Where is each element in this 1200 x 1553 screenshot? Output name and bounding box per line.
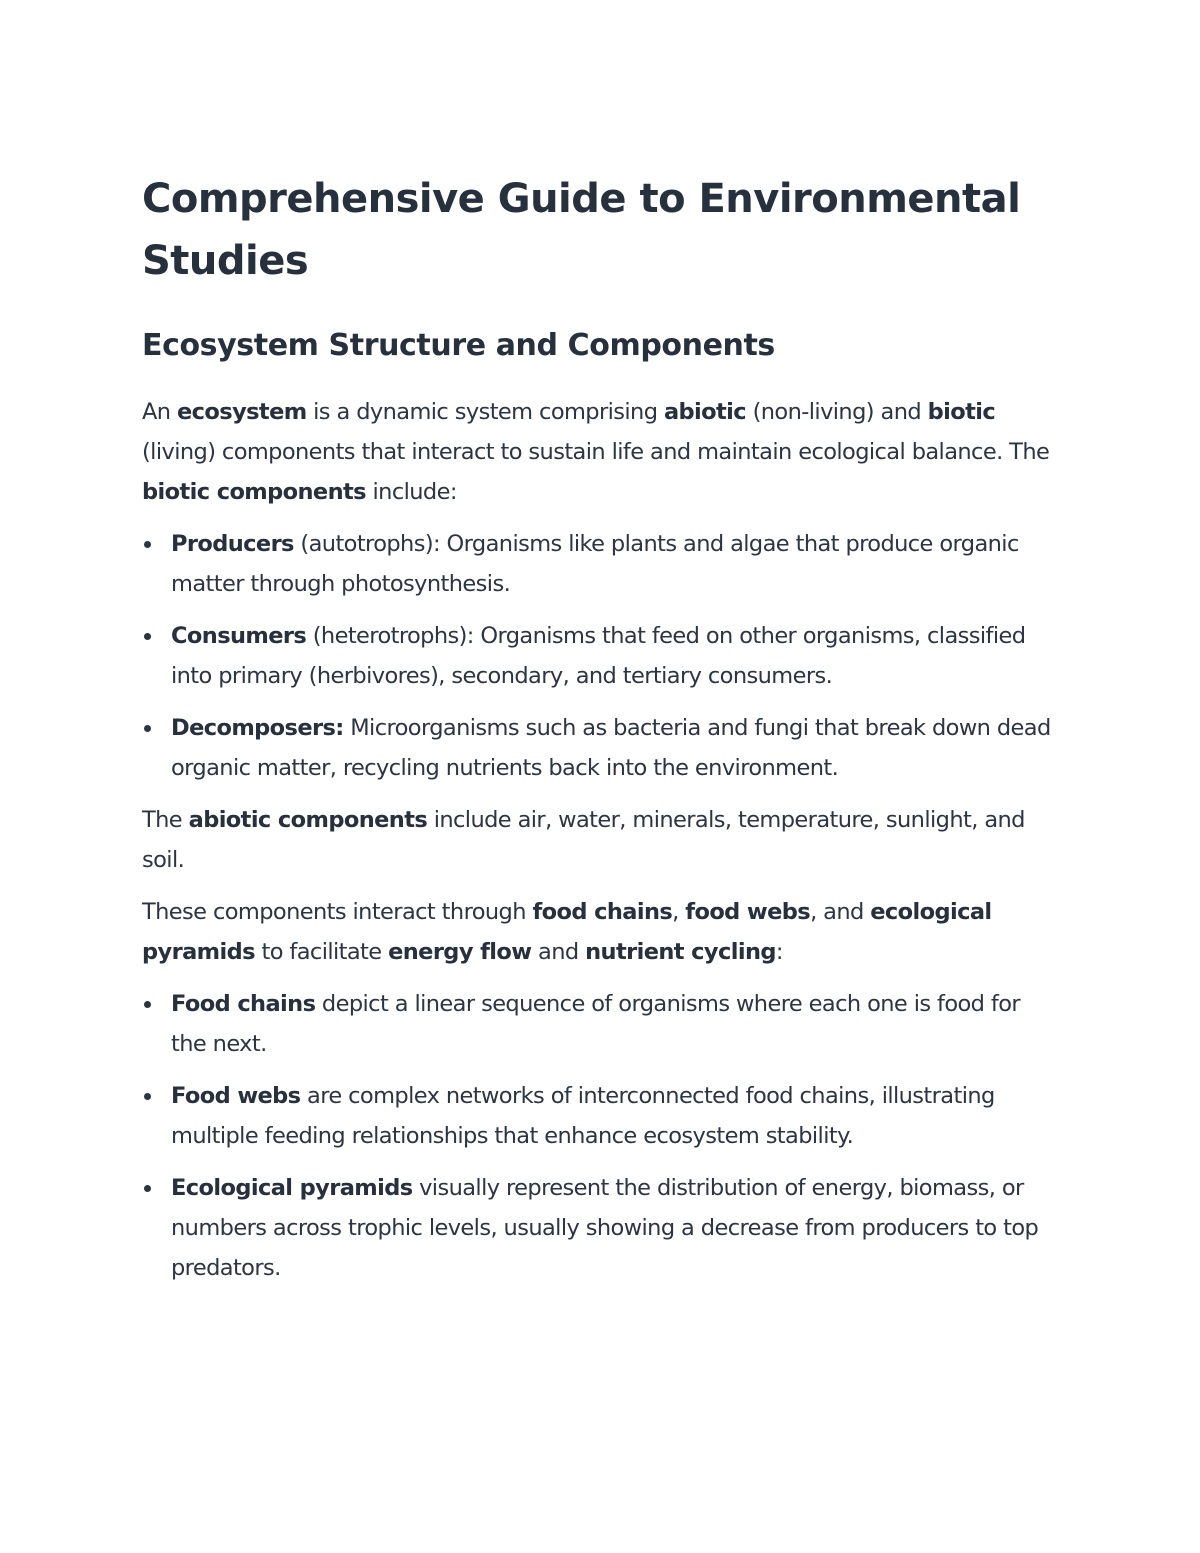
page-title: Comprehensive Guide to Environmental Studies bbox=[142, 176, 1021, 284]
list-item-text: Microorganisms such as bacteria and fungi that break down dead organic matter, recycling nutrients back into the environment. bbox=[171, 715, 1051, 781]
abiotic-text-2: include air, water, minerals, temperature, sunlight, and soil. bbox=[142, 807, 1025, 873]
term-nutrient-cycling: nutrient cycling bbox=[585, 939, 776, 965]
list-item-text: visually represent the distribution of energy, biomass, or numbers across trophic levels, usually showing a decrease from producers to top predators. bbox=[171, 1175, 1039, 1281]
abiotic-text-1: The bbox=[142, 807, 189, 833]
term-energy-flow: energy flow bbox=[388, 939, 532, 965]
term-abiotic-components: abiotic components bbox=[188, 807, 428, 833]
list-item-term: Food chains bbox=[171, 991, 316, 1017]
list-item-food-chains bbox=[142, 984, 1052, 1064]
list-item-text: (autotrophs): Organisms like plants and algae that produce organic matter through photosynthesis. bbox=[171, 531, 1019, 597]
abiotic-paragraph bbox=[142, 800, 1052, 880]
interaction-text-4: to facilitate bbox=[254, 939, 389, 965]
interaction-text-3: , and bbox=[810, 899, 871, 925]
interaction-paragraph bbox=[142, 892, 1052, 972]
list-item-term: Food webs bbox=[171, 1083, 301, 1109]
term-biotic: biotic bbox=[927, 399, 996, 425]
list-item-term: Ecological pyramids bbox=[171, 1175, 413, 1201]
bullet-icon bbox=[144, 541, 151, 548]
list-item-text: depict a linear sequence of organisms where each one is food for the next. bbox=[171, 991, 1021, 1057]
intro-paragraph bbox=[142, 392, 1052, 512]
list-item-term: Consumers bbox=[171, 623, 307, 649]
bullet-icon bbox=[144, 725, 151, 732]
list-item-term: Decomposers: bbox=[171, 715, 344, 741]
interaction-text-2: , bbox=[672, 899, 686, 925]
term-food-webs: food webs bbox=[685, 899, 811, 925]
bullet-icon bbox=[144, 1093, 151, 1100]
intro-text-2: is a dynamic system comprising bbox=[306, 399, 664, 425]
bullet-icon bbox=[144, 633, 151, 640]
list-item-ecological-pyramids bbox=[142, 1168, 1052, 1288]
list-item-term: Producers bbox=[171, 531, 294, 557]
bullet-icon bbox=[144, 1185, 151, 1192]
interaction-text-1: These components interact through bbox=[142, 899, 533, 925]
list-item-food-webs bbox=[142, 1076, 1052, 1156]
intro-text-5: include: bbox=[365, 479, 457, 505]
biotic-list bbox=[142, 524, 1052, 788]
document-page bbox=[142, 168, 1052, 1288]
interaction-text-6: : bbox=[775, 939, 783, 965]
bullet-icon bbox=[144, 1001, 151, 1008]
intro-text-3: (non-living) and bbox=[746, 399, 928, 425]
term-abiotic: abiotic bbox=[663, 399, 747, 425]
interaction-text-5: and bbox=[531, 939, 586, 965]
interaction-list bbox=[142, 984, 1052, 1288]
list-item-consumers bbox=[142, 616, 1052, 696]
list-item-decomposers bbox=[142, 708, 1052, 788]
term-biotic-components: biotic components bbox=[142, 479, 366, 505]
list-item-text: are complex networks of interconnected food chains, illustrating multiple feeding relationships that enhance ecosystem stability. bbox=[171, 1083, 995, 1149]
term-food-chains: food chains bbox=[532, 899, 673, 925]
term-ecological-pyramids: ecological pyramids bbox=[142, 899, 992, 965]
intro-text-4: (living) components that interact to sustain life and maintain ecological balance. The bbox=[142, 439, 1050, 465]
section-heading: Ecosystem Structure and Components bbox=[142, 328, 775, 363]
list-item-producers bbox=[142, 524, 1052, 604]
intro-text-1: An bbox=[142, 399, 178, 425]
term-ecosystem: ecosystem bbox=[177, 399, 307, 425]
list-item-text: (heterotrophs): Organisms that feed on other organisms, classified into primary (herbivores), secondary, and tertiary consumers. bbox=[171, 623, 1026, 689]
